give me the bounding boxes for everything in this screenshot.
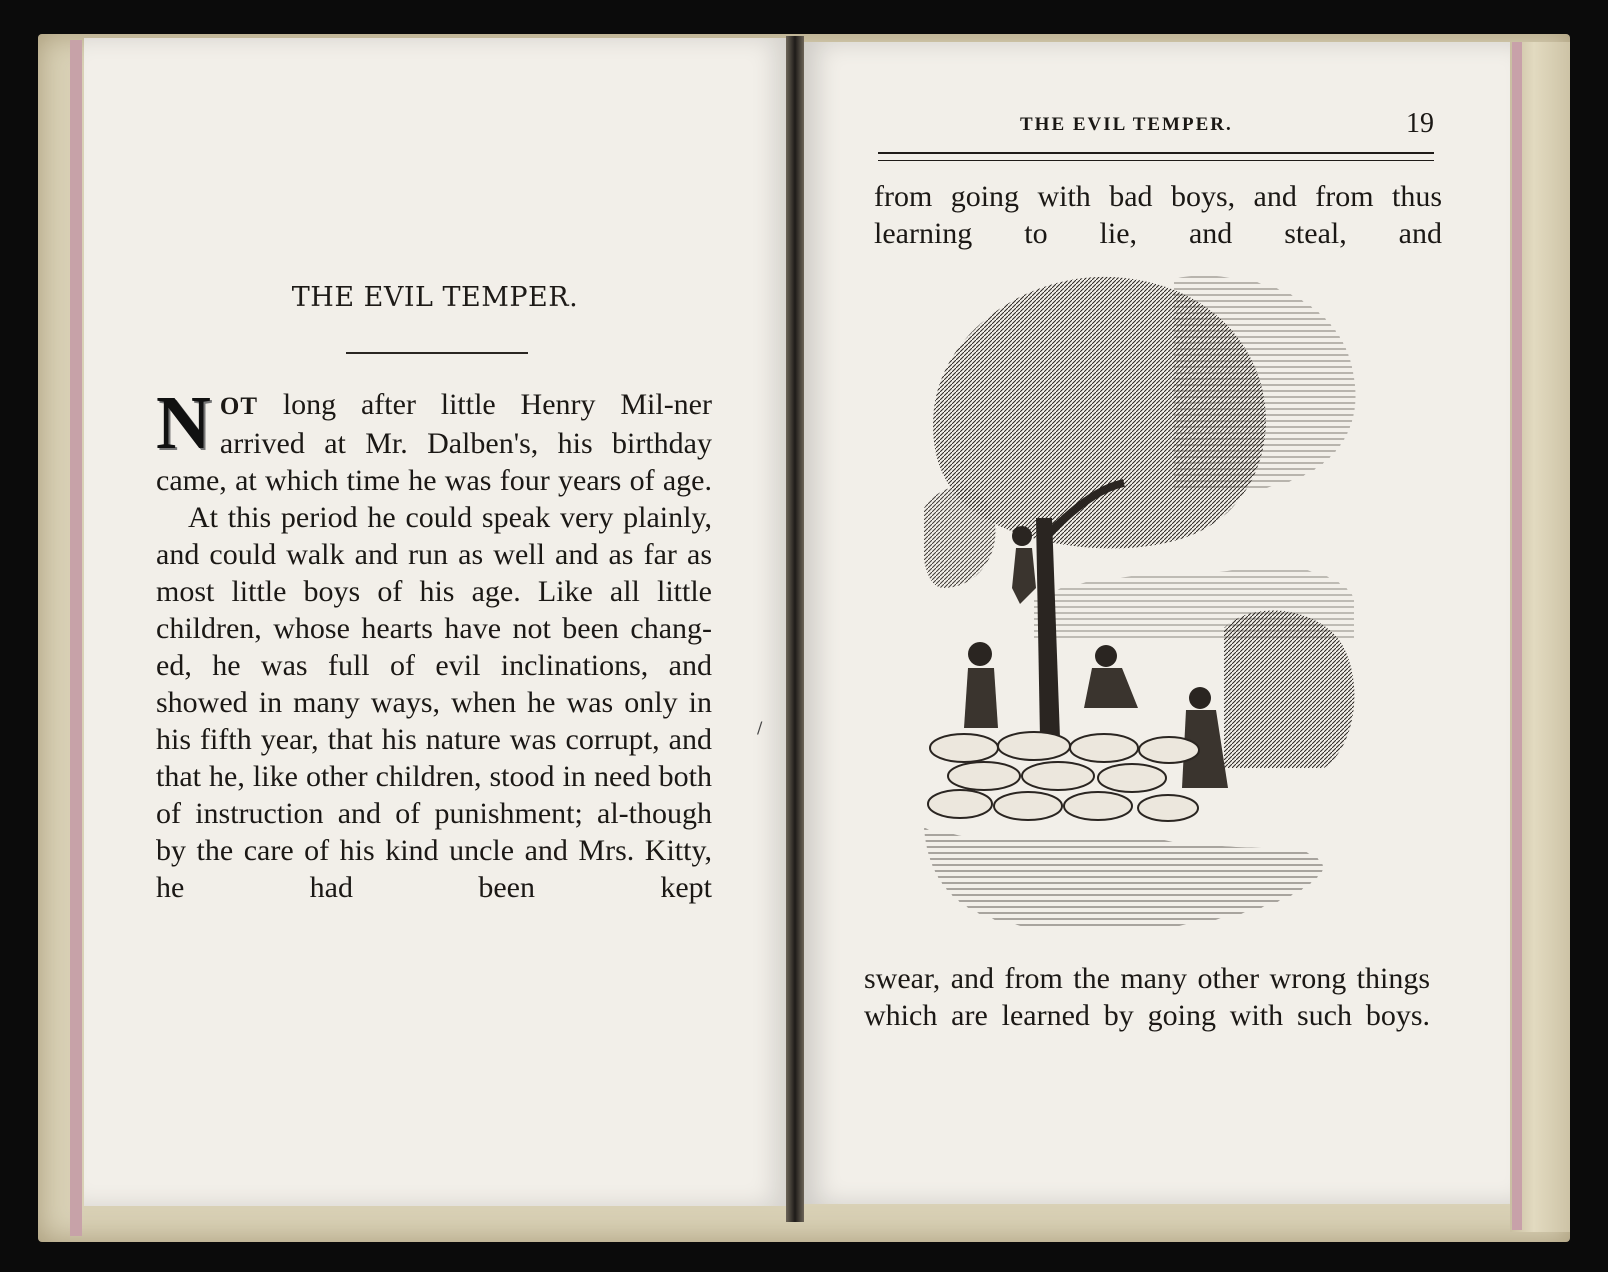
chapter-title: THE EVIL TEMPER. xyxy=(291,282,579,313)
left-page-text xyxy=(156,381,712,906)
dropcap-letter: N xyxy=(156,381,212,465)
engraving-illustration xyxy=(924,268,1380,940)
page-edge-left xyxy=(70,40,82,1236)
running-head: THE EVIL TEMPER. xyxy=(1020,114,1233,135)
page-number: 19 xyxy=(1406,108,1434,139)
header-rule-thin xyxy=(878,160,1434,161)
paragraph-2: At this period he could speak very plainly, and could walk and run as well and as far as most little boys of his age. Like all little children, whose hearts have not been chang-ed, he was full of evil inclinations, and showed in many ways, when he was only in his fifth year, that his nature was corrupt, and that he, like other children, stood in need both of instruction and of punishment; al-though by the care of his kind uncle and Mrs. Kitty, he had been kept xyxy=(156,501,712,904)
header-rule xyxy=(878,152,1434,154)
margin-speck: / xyxy=(757,718,763,737)
paragraph-1: long after little Henry Mil-ner arrived at Mr. Dalben's, his birthday came, at which time he was four years of age. xyxy=(156,388,712,497)
page-edge-right xyxy=(1512,42,1522,1230)
dropcap-rest: OT xyxy=(219,393,259,420)
title-rule xyxy=(346,352,528,354)
right-page-text-bottom: swear, and from the many other wrong things which are learned by going with such boys. xyxy=(864,962,1430,1032)
book-gutter xyxy=(786,36,804,1222)
right-page-text-top: from going with bad boys, and from thus learning to lie, and steal, and xyxy=(874,180,1442,250)
